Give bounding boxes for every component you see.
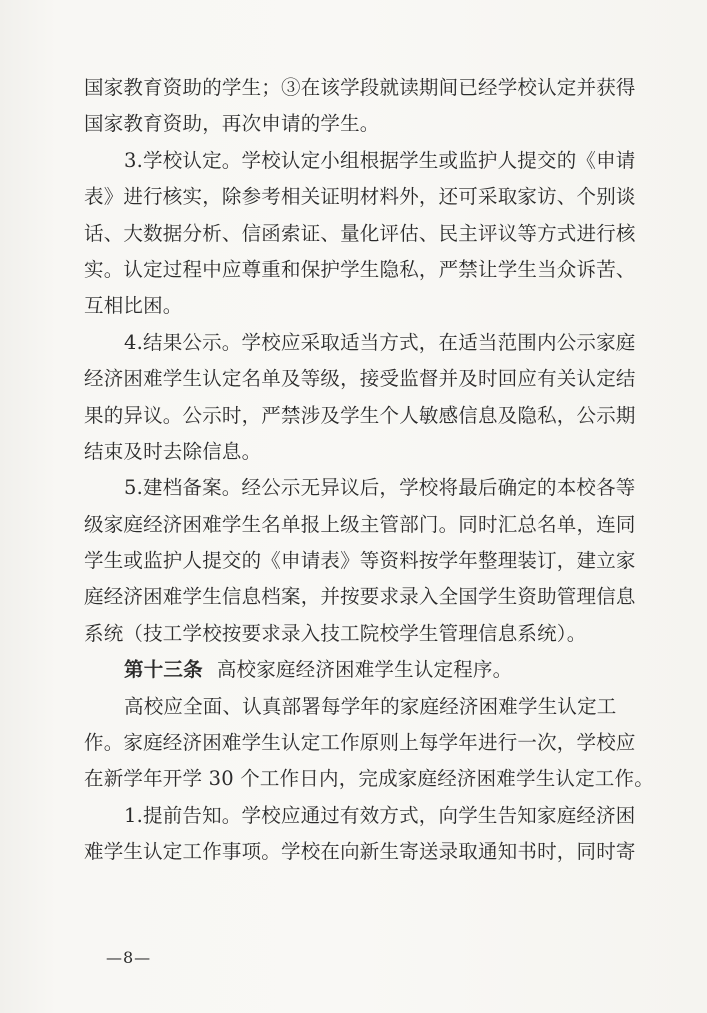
article-heading: 高校家庭经济困难学生认定程序。: [216, 658, 513, 682]
text-line: 庭经济困难学生信息档案，并按要求录入全国学生资助管理信息: [84, 585, 636, 609]
text-line: 国家教育资助的学生；③在该学段就读期间已经学校认定并获得: [84, 76, 636, 99]
text-line: 实。认定过程中应尊重和保护学生隐私，严禁让学生当众诉苦、: [84, 257, 636, 281]
page-number: —8—: [106, 948, 152, 967]
article-heading-line: [84, 652, 670, 688]
text-line: 1.提前告知。学校应通过有效方式，向学生告知家庭经济困: [124, 803, 636, 827]
text-line: 结束及时去除信息。: [84, 439, 262, 463]
text-line: 果的异议。公示时，严禁涉及学生个人敏感信息及隐私，公示期: [84, 403, 636, 427]
text-line: 高校应全面、认真部署每学年的家庭经济困难学生认定工: [124, 694, 617, 718]
text-line: 国家教育资助，再次申请的学生。: [84, 112, 380, 136]
document-body: [84, 70, 670, 871]
text-line: 3.学校认定。学校认定小组根据学生或监护人提交的《申请: [124, 148, 636, 172]
text-line: 在新学年开学 30 个工作日内，完成家庭经济困难学生认定工作。: [84, 767, 654, 791]
text-line: 经济困难学生认定名单及等级，接受监督并及时回应有关认定结: [84, 367, 636, 391]
article-number: 第十三条: [124, 658, 203, 682]
text-line: 4.结果公示。学校应采取适当方式，在适当范围内公示家庭: [124, 330, 636, 354]
text-line: 话、大数据分析、信函索证、量化评估、民主评议等方式进行核: [84, 221, 636, 245]
text-line: 作。家庭经济困难学生认定工作原则上每学年进行一次，学校应: [84, 731, 636, 755]
text-line: 系统（技工学校按要求录入技工院校学生管理信息系统）。: [84, 621, 587, 645]
text-line: 难学生认定工作事项。学校在向新生寄送录取通知书时，同时寄: [84, 840, 636, 864]
text-line: 级家庭经济困难学生名单报上级主管部门。同时汇总名单，连同: [84, 512, 636, 536]
text-line: 互相比困。: [84, 294, 183, 318]
text-line: 表》进行核实，除参考相关证明材料外，还可采取家访、个别谈: [84, 185, 636, 209]
text-line: 学生或监护人提交的《申请表》等资料按学年整理装订，建立家: [84, 549, 636, 573]
text-line: 5.建档备案。经公示无异议后，学校将最后确定的本校各等: [124, 476, 636, 500]
